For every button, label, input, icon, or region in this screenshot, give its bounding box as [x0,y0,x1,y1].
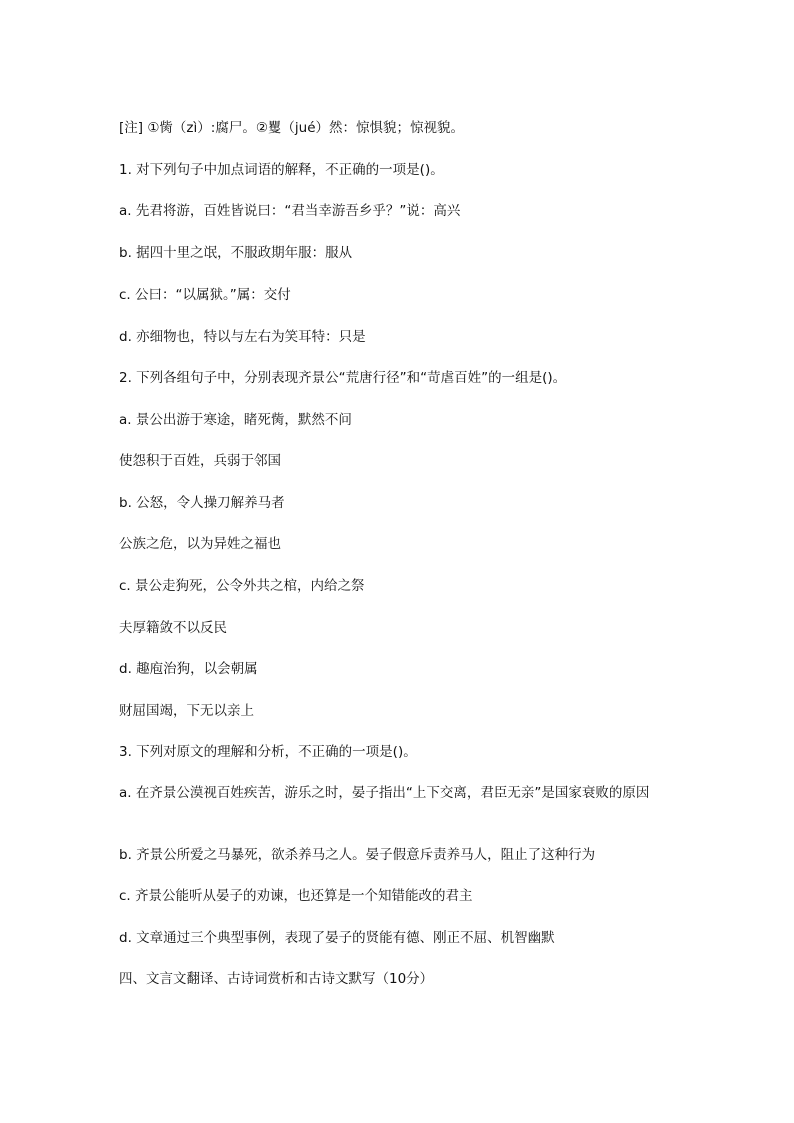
question-2-option-b: b. 公怒，令人操刀解养马者 [119,495,285,511]
question-1-option-d: d. 亦细物也，特以与左右为笑耳特：只是 [119,329,366,345]
question-2-option-a: a. 景公出游于寒途，睹死胔，默然不问 [119,412,352,428]
question-2-option-a-line2: 使怨积于百姓，兵弱于邻国 [119,453,281,469]
question-2-option-c: c. 景公走狗死，公令外共之棺，内给之祭 [119,578,365,594]
question-3-option-d: d. 文章通过三个典型事例，表现了晏子的贤能有德、刚正不屈、机智幽默 [119,930,555,946]
question-1-option-c: c. 公曰：“以属狱。”属：交付 [119,287,291,303]
question-1-option-a: a. 先君将游，百姓皆说曰：“君当幸游吾乡乎？”说：高兴 [119,203,461,219]
annotation-note: [注] ①胔（zì）:腐尸。②矍（jué）然：惊惧貌；惊视貌。 [119,120,465,136]
question-3-option-c: c. 齐景公能听从晏子的劝谏，也还算是一个知错能改的君主 [119,888,473,904]
question-3-stem: 3. 下列对原文的理解和分析，不正确的一项是()。 [119,744,417,760]
question-1-option-b: b. 据四十里之氓，不服政期年服：服从 [119,245,353,261]
question-2-option-d-line2: 财屈国竭，下无以亲上 [119,703,254,719]
question-3-option-b: b. 齐景公所爱之马暴死，欲杀养马之人。晏子假意斥责养马人，阻止了这种行为 [119,847,596,863]
question-1-stem: 1. 对下列句子中加点词语的解释，不正确的一项是()。 [119,162,444,178]
question-2-option-d: d. 趣庖治狗，以会朝属 [119,661,258,677]
question-2-option-b-line2: 公族之危，以为异姓之福也 [119,536,281,552]
question-2-stem: 2. 下列各组句子中，分别表现齐景公“荒唐行径”和“苛虐百姓”的一组是()。 [119,370,567,386]
question-3-option-a: a. 在齐景公漠视百姓疾苦，游乐之时，晏子指出“上下交离，君臣无亲”是国家衰败的原因 [119,785,650,801]
question-2-option-c-line2: 夫厚籍敛不以反民 [119,620,227,636]
section-4-heading: 四、文言文翻译、古诗词赏析和古诗文默写（10分） [119,971,434,987]
